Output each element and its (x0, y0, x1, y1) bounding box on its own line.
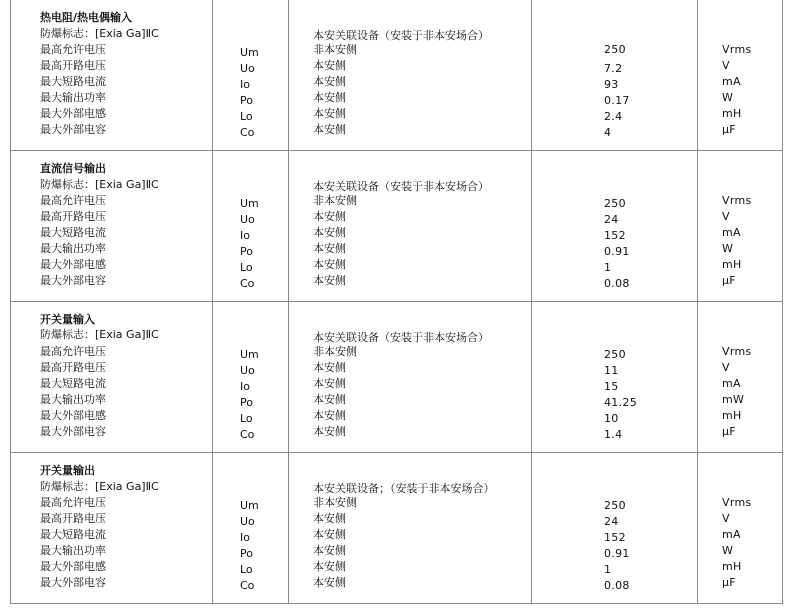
param-name: 最大外部电容 (40, 425, 106, 438)
param-value: 41.25 (604, 396, 637, 409)
param-symbol: Uo (240, 213, 255, 226)
param-side: 本安侧 (313, 123, 346, 136)
param-symbol: Io (240, 78, 250, 91)
param-symbol: Uo (240, 62, 255, 75)
table-row (0, 543, 790, 559)
param-name: 最大输出功率 (40, 393, 106, 406)
param-value: 0.91 (604, 547, 630, 560)
table-row (0, 360, 790, 376)
explosion-proof-mark: 防爆标志：[Exia Ga]ⅡC (40, 328, 159, 341)
param-name: 最高开路电压 (40, 210, 106, 223)
param-unit: mA (722, 226, 741, 239)
param-symbol: Co (240, 579, 255, 592)
param-value: 152 (604, 229, 626, 242)
param-unit: mA (722, 377, 741, 390)
param-value: 250 (604, 197, 626, 210)
param-name: 最大短路电流 (40, 75, 106, 88)
table-row (0, 209, 790, 225)
table-row (0, 74, 790, 90)
section-title: 开关量输出 (40, 464, 95, 477)
param-symbol: Um (240, 46, 259, 59)
param-unit: Vrms (722, 345, 752, 358)
table-row (0, 42, 790, 58)
table-row (0, 273, 790, 289)
table-row (0, 511, 790, 527)
param-name: 最高开路电压 (40, 512, 106, 525)
param-side: 非本安侧 (313, 43, 357, 56)
param-value: 250 (604, 499, 626, 512)
param-name: 最大输出功率 (40, 544, 106, 557)
param-side: 本安侧 (313, 544, 346, 557)
param-unit: V (722, 59, 730, 72)
param-value: 93 (604, 78, 619, 91)
associated-apparatus-note: 本安关联设备（安装于非本安场合） (313, 331, 489, 344)
param-name: 最大外部电容 (40, 123, 106, 136)
table-row (0, 106, 790, 122)
param-value: 0.17 (604, 94, 630, 107)
explosion-proof-mark: 防爆标志：[Exia Ga]ⅡC (40, 27, 159, 40)
param-side: 本安侧 (313, 512, 346, 525)
param-value: 4 (604, 126, 612, 139)
param-unit: mH (722, 560, 742, 573)
table-row (0, 241, 790, 257)
param-side: 本安侧 (313, 59, 346, 72)
param-value: 2.4 (604, 110, 623, 123)
param-side: 本安侧 (313, 91, 346, 104)
table-row (0, 257, 790, 273)
associated-apparatus-note: 本安关联设备；（安装于非本安场合） (313, 482, 495, 495)
param-value: 152 (604, 531, 626, 544)
param-side: 本安侧 (313, 210, 346, 223)
table-row (0, 424, 790, 440)
param-unit: Vrms (722, 194, 752, 207)
table-row (0, 495, 790, 511)
param-name: 最高开路电压 (40, 361, 106, 374)
table-row (0, 344, 790, 360)
param-symbol: Po (240, 547, 253, 560)
table-row (0, 527, 790, 543)
param-value: 0.08 (604, 277, 630, 290)
param-side: 本安侧 (313, 242, 346, 255)
associated-apparatus-note: 本安关联设备（安装于非本安场合） (313, 29, 489, 42)
param-name: 最高允许电压 (40, 496, 106, 509)
param-symbol: Um (240, 499, 259, 512)
param-name: 最大外部电容 (40, 274, 106, 287)
section-divider (10, 452, 782, 453)
param-unit: mA (722, 528, 741, 541)
param-name: 最大输出功率 (40, 91, 106, 104)
param-symbol: Uo (240, 364, 255, 377)
param-unit: Vrms (722, 496, 752, 509)
param-value: 0.91 (604, 245, 630, 258)
param-side: 非本安侧 (313, 496, 357, 509)
param-unit: mH (722, 107, 742, 120)
param-symbol: Co (240, 277, 255, 290)
param-unit: V (722, 512, 730, 525)
param-side: 非本安侧 (313, 194, 357, 207)
param-name: 最高允许电压 (40, 43, 106, 56)
param-unit: mH (722, 258, 742, 271)
param-side: 本安侧 (313, 409, 346, 422)
table-bottom-border (10, 603, 782, 604)
table-row (0, 225, 790, 241)
param-unit: W (722, 544, 734, 557)
param-side: 本安侧 (313, 274, 346, 287)
param-side: 本安侧 (313, 258, 346, 271)
param-name: 最大输出功率 (40, 242, 106, 255)
section-divider (10, 301, 782, 302)
param-symbol: Um (240, 197, 259, 210)
param-side: 本安侧 (313, 226, 346, 239)
param-name: 最大短路电流 (40, 528, 106, 541)
param-symbol: Co (240, 428, 255, 441)
param-unit: mW (722, 393, 745, 406)
param-side: 本安侧 (313, 393, 346, 406)
table-row (0, 90, 790, 106)
param-side: 本安侧 (313, 107, 346, 120)
table-row (0, 392, 790, 408)
section-title: 开关量输入 (40, 313, 95, 326)
associated-apparatus-note: 本安关联设备（安装于非本安场合） (313, 180, 489, 193)
param-value: 15 (604, 380, 619, 393)
param-value: 250 (604, 348, 626, 361)
param-value: 7.2 (604, 62, 623, 75)
param-unit: Vrms (722, 43, 752, 56)
param-name: 最大外部电感 (40, 258, 106, 271)
param-symbol: Lo (240, 110, 253, 123)
param-unit: μF (722, 576, 736, 589)
param-name: 最大外部电感 (40, 409, 106, 422)
table-row (0, 376, 790, 392)
section-title: 直流信号输出 (40, 162, 106, 175)
param-value: 11 (604, 364, 619, 377)
param-side: 本安侧 (313, 361, 346, 374)
param-symbol: Uo (240, 515, 255, 528)
param-value: 1 (604, 563, 612, 576)
table-row (0, 408, 790, 424)
param-name: 最高允许电压 (40, 194, 106, 207)
param-name: 最高开路电压 (40, 59, 106, 72)
param-name: 最大外部电感 (40, 560, 106, 573)
param-side: 非本安侧 (313, 345, 357, 358)
param-side: 本安侧 (313, 560, 346, 573)
table-row (0, 559, 790, 575)
param-side: 本安侧 (313, 377, 346, 390)
param-value: 24 (604, 213, 619, 226)
param-symbol: Um (240, 348, 259, 361)
param-value: 0.08 (604, 579, 630, 592)
param-side: 本安侧 (313, 576, 346, 589)
param-name: 最大外部电感 (40, 107, 106, 120)
table-row (0, 122, 790, 138)
param-unit: mA (722, 75, 741, 88)
param-unit: mH (722, 409, 742, 422)
table-row (0, 58, 790, 74)
table-row (0, 575, 790, 591)
param-side: 本安侧 (313, 75, 346, 88)
param-name: 最大短路电流 (40, 377, 106, 390)
param-symbol: Co (240, 126, 255, 139)
param-symbol: Po (240, 245, 253, 258)
param-unit: μF (722, 274, 736, 287)
param-symbol: Lo (240, 563, 253, 576)
explosion-proof-mark: 防爆标志：[Exia Ga]ⅡC (40, 178, 159, 191)
param-unit: V (722, 361, 730, 374)
param-symbol: Po (240, 94, 253, 107)
param-value: 1 (604, 261, 612, 274)
section-title: 热电阻/热电偶输入 (40, 11, 133, 24)
param-value: 10 (604, 412, 619, 425)
param-symbol: Lo (240, 261, 253, 274)
param-name: 最大短路电流 (40, 226, 106, 239)
param-name: 最大外部电容 (40, 576, 106, 589)
param-value: 24 (604, 515, 619, 528)
param-unit: W (722, 242, 734, 255)
param-value: 250 (604, 43, 626, 56)
param-symbol: Io (240, 531, 250, 544)
param-name: 最高允许电压 (40, 345, 106, 358)
param-symbol: Po (240, 396, 253, 409)
table-row (0, 193, 790, 209)
param-unit: μF (722, 425, 736, 438)
param-symbol: Lo (240, 412, 253, 425)
param-symbol: Io (240, 380, 250, 393)
param-unit: W (722, 91, 734, 104)
param-unit: μF (722, 123, 736, 136)
explosion-proof-mark: 防爆标志：[Exia Ga]ⅡC (40, 480, 159, 493)
param-symbol: Io (240, 229, 250, 242)
param-side: 本安侧 (313, 528, 346, 541)
param-side: 本安侧 (313, 425, 346, 438)
section-divider (10, 150, 782, 151)
param-unit: V (722, 210, 730, 223)
param-value: 1.4 (604, 428, 623, 441)
